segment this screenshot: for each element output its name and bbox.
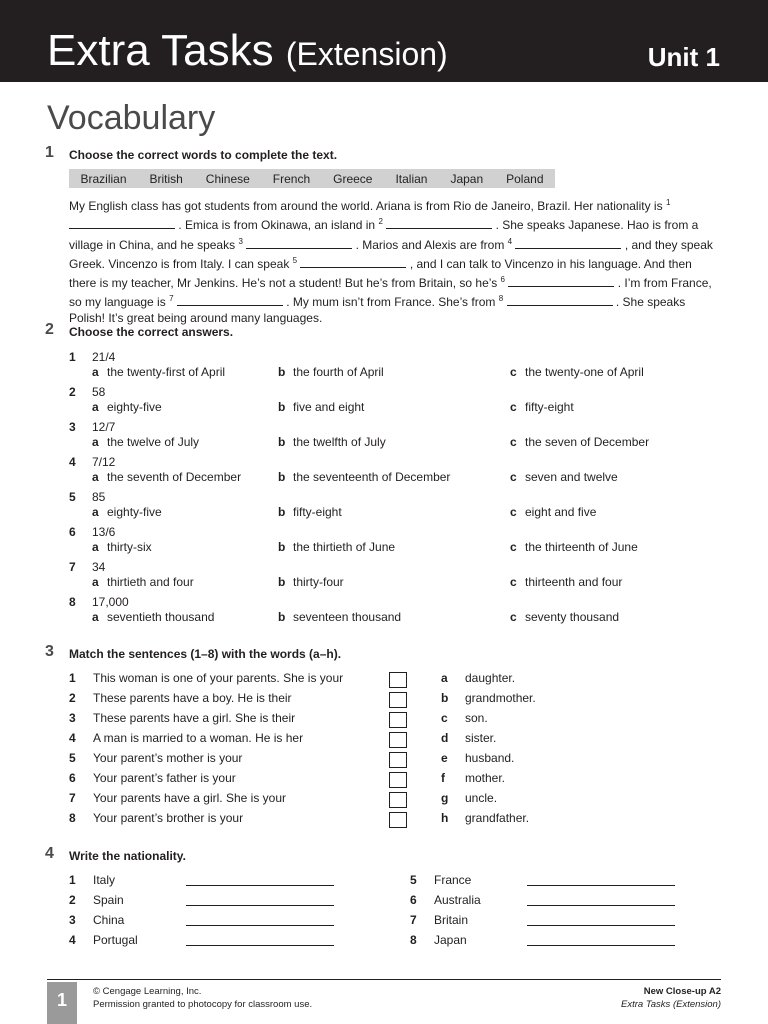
answer-blank-5[interactable]	[300, 257, 406, 268]
sentence-number: 5	[69, 751, 76, 765]
country-name: Italy	[93, 873, 116, 887]
answer-box[interactable]	[389, 692, 407, 708]
option-c[interactable]	[510, 540, 638, 554]
option-text: the seventeenth of December	[293, 470, 451, 484]
country-item	[410, 873, 471, 887]
option-c[interactable]	[510, 400, 574, 414]
answer-line[interactable]	[527, 925, 675, 926]
option-text: the twelve of July	[107, 435, 200, 449]
sentence-number: 2	[69, 691, 76, 705]
option-text: seventieth thousand	[107, 610, 215, 624]
footer-copyright	[93, 985, 312, 1011]
footer-book-info	[621, 985, 721, 1011]
cloze-text-part: , and they speak Greek. Vincenzo is from Italy. I can speak	[69, 237, 713, 271]
page-title	[47, 26, 448, 79]
answer-line[interactable]	[527, 905, 675, 906]
option-letter: c	[510, 470, 517, 484]
option-letter: c	[510, 575, 517, 589]
sentence-text: Your parent’s mother is your	[93, 751, 243, 765]
word-bank-item: Greece	[333, 171, 373, 186]
cloze-text-part: . I’m from France, so my language is	[69, 276, 712, 310]
sentence-item	[69, 671, 343, 685]
option-text: fifty-eight	[293, 505, 342, 519]
option-b[interactable]	[278, 435, 386, 449]
answer-line[interactable]	[186, 945, 334, 946]
sentence-text: Your parent’s brother is your	[93, 811, 244, 825]
sentence-number: 8	[69, 811, 76, 825]
page-header	[0, 0, 768, 82]
country-number: 8	[410, 933, 417, 947]
word-bank-item: Brazilian	[80, 171, 127, 186]
sentence-item	[69, 771, 236, 785]
answer-blank-8[interactable]	[507, 295, 613, 306]
country-item	[69, 893, 124, 907]
answer-blank-7[interactable]	[177, 295, 283, 306]
match-word-letter: b	[441, 691, 449, 705]
book-subtitle: Extra Tasks (Extension)	[621, 999, 721, 1010]
word-bank-item: British	[149, 171, 183, 186]
answer-box[interactable]	[389, 752, 407, 768]
option-letter: a	[92, 365, 99, 379]
answer-blank-3[interactable]	[246, 238, 352, 249]
country-item	[410, 913, 468, 927]
option-c[interactable]	[510, 610, 619, 624]
option-text: the twenty-one of April	[525, 365, 644, 379]
option-letter: b	[278, 470, 286, 484]
sentence-number: 6	[69, 771, 76, 785]
sentence-text: Your parent’s father is your	[93, 771, 236, 785]
match-word-letter: g	[441, 791, 449, 805]
unit-label: Unit 1	[647, 42, 720, 72]
option-a[interactable]	[92, 435, 199, 449]
blank-number: 6	[500, 275, 505, 285]
question-item	[69, 420, 719, 452]
option-letter: c	[510, 610, 517, 624]
copyright-text: © Cengage Learning, Inc.	[93, 986, 202, 997]
country-number: 2	[69, 893, 76, 907]
answer-blank-2[interactable]	[386, 218, 492, 229]
sentence-text: This woman is one of your parents. She is your	[93, 671, 344, 685]
option-c[interactable]	[510, 470, 618, 484]
exercise-3-instruction: Match the sentences (1–8) with the words (a–h).	[69, 647, 342, 661]
option-a[interactable]	[92, 365, 225, 379]
exercise-1-number: 1	[45, 144, 54, 161]
option-letter: b	[278, 575, 286, 589]
option-c[interactable]	[510, 365, 644, 379]
sentence-number: 4	[69, 731, 76, 745]
blank-number: 5	[292, 255, 298, 265]
sentence-item	[69, 811, 243, 825]
answer-line[interactable]	[186, 885, 334, 886]
country-number: 4	[69, 933, 76, 947]
match-word-text: husband.	[465, 751, 515, 765]
option-letter: b	[278, 505, 286, 519]
word-bank-item: Poland	[506, 171, 544, 186]
answer-blank-1[interactable]	[69, 218, 175, 229]
match-word-letter: c	[441, 711, 448, 725]
option-letter: b	[278, 435, 286, 449]
option-a[interactable]	[92, 540, 152, 554]
option-letter: a	[92, 435, 99, 449]
option-b[interactable]	[278, 470, 450, 484]
option-letter: c	[510, 505, 517, 519]
option-letter: a	[92, 610, 99, 624]
match-word-letter: e	[441, 751, 448, 765]
country-name: Spain	[93, 893, 124, 907]
match-word-item	[441, 671, 515, 685]
sentence-number: 7	[69, 791, 76, 805]
exercise-1-instruction: Choose the correct words to complete the text.	[69, 148, 338, 162]
answer-line[interactable]	[186, 905, 334, 906]
question-item	[69, 595, 719, 627]
option-c[interactable]	[510, 575, 622, 589]
question-item	[69, 490, 719, 522]
option-text: thirteenth and four	[525, 575, 623, 589]
option-b[interactable]	[278, 400, 364, 414]
exercise-3-number: 3	[45, 643, 54, 660]
sentence-text: Your parents have a girl. She is your	[93, 791, 287, 805]
match-word-item	[441, 811, 529, 825]
match-word-text: grandfather.	[465, 811, 530, 825]
question-number: 1	[69, 350, 76, 364]
match-word-text: son.	[465, 711, 488, 725]
answer-blank-6[interactable]	[508, 276, 614, 287]
answer-box[interactable]	[389, 792, 407, 808]
word-bank-item: Chinese	[205, 171, 250, 186]
answer-box[interactable]	[389, 672, 407, 688]
question-prompt: 34	[92, 560, 106, 574]
exercise-4-instruction: Write the nationality.	[69, 849, 186, 863]
exercise-2-number: 2	[45, 321, 54, 338]
book-title: New Close-up A2	[643, 986, 721, 997]
option-b[interactable]	[278, 610, 401, 624]
page-number: 1	[47, 982, 77, 1024]
blank-number: 4	[507, 236, 513, 246]
option-text: thirty-six	[107, 540, 152, 554]
country-number: 5	[410, 873, 417, 887]
blank-number: 2	[378, 217, 383, 227]
option-letter: c	[510, 365, 517, 379]
country-number: 1	[69, 873, 76, 887]
question-number: 3	[69, 420, 76, 434]
answer-line[interactable]	[527, 945, 675, 946]
match-word-letter: a	[441, 671, 448, 685]
cloze-text-part: . She speaks Polish! It’s great being around many languages.	[69, 295, 686, 325]
option-b[interactable]	[278, 575, 344, 589]
question-item	[69, 560, 719, 592]
match-word-item	[441, 771, 505, 785]
cloze-text-part: My English class has got students from around the world. Ariana is from Rio de Janeiro, Brazil. Her nationality is	[69, 199, 663, 213]
blank-number: 8	[498, 294, 504, 304]
option-text: the fourth of April	[293, 365, 384, 379]
question-prompt: 7/12	[92, 455, 116, 469]
word-bank-item: Italian	[395, 171, 428, 186]
option-letter: b	[278, 610, 286, 624]
match-word-item	[441, 751, 514, 765]
sentence-item	[69, 791, 286, 805]
country-item	[69, 873, 115, 887]
option-text: seventy thousand	[525, 610, 620, 624]
option-text: seventeen thousand	[293, 610, 402, 624]
option-text: the seventh of December	[107, 470, 242, 484]
question-number: 5	[69, 490, 76, 504]
country-name: Portugal	[93, 933, 138, 947]
match-word-item	[441, 791, 497, 805]
question-item	[69, 455, 719, 487]
option-text: thirty-four	[293, 575, 344, 589]
answer-box[interactable]	[389, 772, 407, 788]
option-b[interactable]	[278, 505, 342, 519]
option-text: the thirteenth of June	[525, 540, 638, 554]
country-name: Britain	[434, 913, 469, 927]
country-item	[69, 933, 138, 947]
question-item	[69, 350, 719, 382]
word-bank	[69, 169, 555, 188]
option-text: five and eight	[293, 400, 365, 414]
option-letter: a	[92, 470, 99, 484]
answer-blank-4[interactable]	[515, 238, 621, 249]
option-c[interactable]	[510, 505, 596, 519]
question-number: 8	[69, 595, 76, 609]
option-text: seven and twelve	[525, 470, 618, 484]
exercise-2-instruction: Choose the correct answers.	[69, 325, 234, 339]
match-word-item	[441, 691, 536, 705]
option-a[interactable]	[92, 400, 162, 414]
question-item	[69, 525, 719, 557]
footer-divider	[47, 979, 721, 980]
cloze-text-part: . She speaks Japanese. Hao is from a village in China, and he speaks	[69, 218, 699, 252]
sentence-item	[69, 751, 242, 765]
question-prompt: 21/4	[92, 350, 116, 364]
option-text: the seven of December	[525, 435, 650, 449]
answer-box[interactable]	[389, 812, 407, 828]
answer-line[interactable]	[186, 925, 334, 926]
option-letter: a	[92, 505, 99, 519]
title-main: Extra Tasks	[47, 26, 274, 75]
question-number: 7	[69, 560, 76, 574]
option-letter: c	[510, 400, 517, 414]
sentence-number: 1	[69, 671, 76, 685]
sentence-text: These parents have a girl. She is their	[93, 711, 296, 725]
question-prompt: 12/7	[92, 420, 116, 434]
cloze-text-part: . My mum isn’t from France. She’s from	[286, 295, 496, 310]
option-text: eighty-five	[107, 505, 162, 519]
answer-box[interactable]	[389, 712, 407, 728]
question-number: 2	[69, 385, 76, 399]
match-word-text: grandmother.	[465, 691, 536, 705]
option-text: the thirtieth of June	[293, 540, 396, 554]
option-letter: a	[92, 540, 99, 554]
country-number: 7	[410, 913, 417, 927]
question-item	[69, 385, 719, 417]
option-letter: c	[510, 435, 517, 449]
option-text: the twenty-first of April	[107, 365, 226, 379]
match-word-letter: d	[441, 731, 449, 745]
sentence-item	[69, 691, 292, 705]
title-extension: (Extension)	[285, 36, 448, 72]
option-text: the twelfth of July	[293, 435, 386, 449]
option-c[interactable]	[510, 435, 649, 449]
blank-number: 7	[169, 294, 174, 304]
option-b[interactable]	[278, 540, 395, 554]
option-letter: c	[510, 540, 517, 554]
option-b[interactable]	[278, 365, 384, 379]
match-word-text: sister.	[465, 731, 497, 745]
answer-line[interactable]	[527, 885, 675, 886]
option-letter: b	[278, 540, 286, 554]
option-text: fifty-eight	[525, 400, 574, 414]
country-name: France	[434, 873, 472, 887]
cloze-text-part: . Marios and Alexis are from	[355, 237, 505, 252]
match-word-item	[441, 711, 488, 725]
sentence-number: 3	[69, 711, 76, 725]
word-bank-item: Japan	[450, 171, 484, 186]
country-number: 3	[69, 913, 76, 927]
option-a[interactable]	[92, 470, 241, 484]
match-word-text: mother.	[465, 771, 506, 785]
match-word-text: daughter.	[465, 671, 516, 685]
country-item	[410, 933, 467, 947]
sentence-item	[69, 711, 295, 725]
match-word-letter: h	[441, 811, 449, 825]
country-item	[410, 893, 481, 907]
country-name: Australia	[434, 893, 481, 907]
country-name: China	[93, 913, 125, 927]
blank-number: 3	[238, 236, 243, 246]
sentence-item	[69, 731, 303, 745]
country-item	[69, 913, 124, 927]
option-letter: a	[92, 400, 99, 414]
question-prompt: 13/6	[92, 525, 116, 539]
match-word-item	[441, 731, 496, 745]
country-name: Japan	[434, 933, 467, 947]
question-number: 4	[69, 455, 76, 469]
sentence-text: These parents have a boy. He is their	[93, 691, 292, 705]
blank-number: 1	[665, 198, 671, 207]
option-letter: b	[278, 365, 286, 379]
sentence-text: A man is married to a woman. He is her	[93, 731, 304, 745]
option-a[interactable]	[92, 505, 162, 519]
question-number: 6	[69, 525, 76, 539]
match-word-text: uncle.	[465, 791, 498, 805]
cloze-text-part: , and I can talk to Vincenzo in his language. And then there is my teacher, Mr Jenkins. He’s not a student! But he’s from Britain, so he’s	[69, 256, 692, 291]
option-a[interactable]	[92, 575, 194, 589]
option-text: eighty-five	[107, 400, 162, 414]
option-text: thirtieth and four	[107, 575, 194, 589]
option-a[interactable]	[92, 610, 214, 624]
answer-box[interactable]	[389, 732, 407, 748]
question-prompt: 17,000	[92, 595, 129, 609]
section-title: Vocabulary	[47, 99, 216, 137]
permission-text: Permission granted to photocopy for classroom use.	[93, 999, 313, 1010]
cloze-text	[69, 195, 719, 326]
option-letter: b	[278, 400, 286, 414]
question-prompt: 85	[92, 490, 106, 504]
question-prompt: 58	[92, 385, 106, 399]
cloze-text-part: . Emica is from Okinawa, an island in	[178, 218, 376, 233]
exercise-4-number: 4	[45, 845, 54, 862]
option-letter: a	[92, 575, 99, 589]
option-text: eight and five	[525, 505, 597, 519]
word-bank-item: French	[272, 171, 311, 186]
country-number: 6	[410, 893, 417, 907]
match-word-letter: f	[441, 771, 445, 785]
